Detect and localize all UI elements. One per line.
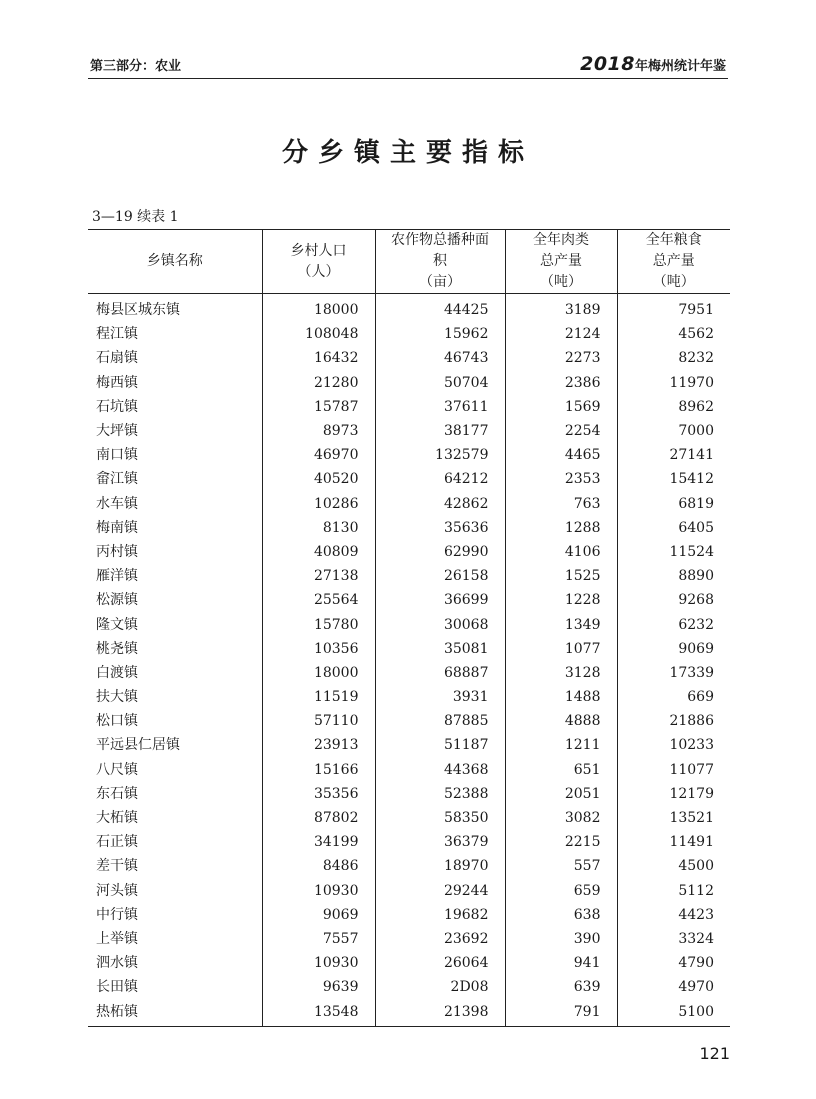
value-cell: 15780 [262, 612, 375, 636]
table-row [88, 830, 730, 854]
table-row [88, 661, 730, 685]
indicators-table [88, 229, 730, 1027]
value-cell: 10356 [262, 637, 375, 661]
value-cell: 2D08 [375, 975, 505, 999]
town-name-cell: 白渡镇 [96, 664, 138, 681]
town-name-cell: 桃尧镇 [96, 640, 138, 657]
value-cell: 36379 [375, 830, 505, 854]
value-cell: 87885 [375, 709, 505, 733]
value-cell: 2273 [505, 346, 617, 370]
value-cell: 15412 [617, 467, 730, 491]
value-cell: 35636 [375, 516, 505, 540]
value-cell: 1349 [505, 612, 617, 636]
town-name-cell: 平远县仁居镇 [96, 737, 180, 754]
value-cell: 651 [505, 758, 617, 782]
value-cell: 8130 [262, 516, 375, 540]
value-cell: 1569 [505, 395, 617, 419]
town-name-cell: 河头镇 [96, 882, 138, 899]
value-cell: 3082 [505, 806, 617, 830]
table-row [88, 758, 730, 782]
value-cell: 1211 [505, 733, 617, 757]
table-row [88, 564, 730, 588]
value-cell: 9639 [262, 975, 375, 999]
value-cell: 557 [505, 854, 617, 878]
yearbook-name: 年梅州统计年鉴 [634, 59, 726, 74]
value-cell: 108048 [262, 322, 375, 346]
value-cell: 1288 [505, 516, 617, 540]
table-number: 3—19 续表 1 [92, 209, 179, 225]
town-name-cell: 程江镇 [96, 326, 138, 343]
town-name-cell: 差干镇 [96, 858, 138, 875]
value-cell: 791 [505, 999, 617, 1026]
value-cell: 3128 [505, 661, 617, 685]
value-cell: 132579 [375, 443, 505, 467]
value-cell: 12179 [617, 782, 730, 806]
table-row [88, 709, 730, 733]
value-cell: 4106 [505, 540, 617, 564]
value-cell: 9268 [617, 588, 730, 612]
town-name-cell: 东石镇 [96, 785, 138, 802]
table-row [88, 395, 730, 419]
value-cell: 87802 [262, 806, 375, 830]
value-cell: 18000 [262, 294, 375, 323]
value-cell: 2353 [505, 467, 617, 491]
table-row [88, 540, 730, 564]
value-cell: 57110 [262, 709, 375, 733]
value-cell: 2124 [505, 322, 617, 346]
value-cell: 8962 [617, 395, 730, 419]
town-name-cell: 泗水镇 [96, 955, 138, 972]
value-cell: 9069 [617, 637, 730, 661]
column-header-line: 农作物总播种面 [391, 232, 489, 248]
value-cell: 10233 [617, 733, 730, 757]
value-cell: 669 [617, 685, 730, 709]
value-cell: 27138 [262, 564, 375, 588]
table-row [88, 879, 730, 903]
table-row [88, 951, 730, 975]
town-name-cell: 梅南镇 [96, 519, 138, 536]
value-cell: 2215 [505, 830, 617, 854]
value-cell: 35081 [375, 637, 505, 661]
town-name-cell: 长田镇 [96, 979, 138, 996]
value-cell: 4500 [617, 854, 730, 878]
value-cell: 2386 [505, 371, 617, 395]
table-row [88, 782, 730, 806]
value-cell: 11519 [262, 685, 375, 709]
value-cell: 50704 [375, 371, 505, 395]
value-cell: 44425 [375, 294, 505, 323]
value-cell: 4465 [505, 443, 617, 467]
town-name-cell: 梅西镇 [96, 374, 138, 391]
column-header-line: 积 [433, 253, 447, 269]
column-header [375, 230, 505, 294]
table-row [88, 516, 730, 540]
table-body [88, 294, 730, 1027]
value-cell: 3324 [617, 927, 730, 951]
column-header [88, 230, 262, 294]
value-cell: 10930 [262, 951, 375, 975]
value-cell: 19682 [375, 903, 505, 927]
value-cell: 4790 [617, 951, 730, 975]
value-cell: 7951 [617, 294, 730, 323]
column-header [617, 230, 730, 294]
value-cell: 27141 [617, 443, 730, 467]
value-cell: 13548 [262, 999, 375, 1026]
value-cell: 21398 [375, 999, 505, 1026]
column-header-line: 总产量 [652, 253, 695, 269]
town-name-cell: 石正镇 [96, 834, 138, 851]
column-header-line: 全年粮食 [645, 232, 702, 248]
town-name-cell: 大坪镇 [96, 423, 138, 440]
value-cell: 29244 [375, 879, 505, 903]
value-cell: 52388 [375, 782, 505, 806]
value-cell: 3189 [505, 294, 617, 323]
column-header-line: 乡镇名称 [146, 253, 203, 269]
page-number: 121 [699, 1044, 730, 1063]
town-name-cell: 南口镇 [96, 447, 138, 464]
table-row [88, 294, 730, 323]
value-cell: 4562 [617, 322, 730, 346]
value-cell: 18970 [375, 854, 505, 878]
value-cell: 18000 [262, 661, 375, 685]
table-row [88, 467, 730, 491]
table-row [88, 588, 730, 612]
value-cell: 6405 [617, 516, 730, 540]
column-header-line: 总产量 [540, 253, 582, 269]
table-header-row [88, 230, 730, 294]
value-cell: 23913 [262, 733, 375, 757]
table-row [88, 419, 730, 443]
town-name-cell: 上举镇 [96, 930, 138, 947]
column-header-line: （亩） [419, 274, 461, 290]
table-row [88, 492, 730, 516]
value-cell: 21280 [262, 371, 375, 395]
town-name-cell: 隆文镇 [96, 616, 138, 633]
value-cell: 23692 [375, 927, 505, 951]
value-cell: 40809 [262, 540, 375, 564]
town-name-cell: 石坑镇 [96, 398, 138, 415]
town-name-cell: 中行镇 [96, 906, 138, 923]
town-name-cell: 大柘镇 [96, 810, 138, 827]
value-cell: 40520 [262, 467, 375, 491]
value-cell: 10286 [262, 492, 375, 516]
value-cell: 5100 [617, 999, 730, 1026]
table-row [88, 371, 730, 395]
value-cell: 4970 [617, 975, 730, 999]
town-name-cell: 热柘镇 [88, 999, 262, 1026]
value-cell: 11970 [617, 371, 730, 395]
value-cell: 62990 [375, 540, 505, 564]
value-cell: 1525 [505, 564, 617, 588]
table-row [88, 443, 730, 467]
value-cell: 36699 [375, 588, 505, 612]
value-cell: 30068 [375, 612, 505, 636]
table-row [88, 733, 730, 757]
column-header [262, 230, 375, 294]
value-cell: 10930 [262, 879, 375, 903]
value-cell: 7557 [262, 927, 375, 951]
town-name-cell: 扶大镇 [96, 689, 138, 706]
table-row [88, 927, 730, 951]
value-cell: 6819 [617, 492, 730, 516]
value-cell: 8890 [617, 564, 730, 588]
table-row [88, 685, 730, 709]
value-cell: 763 [505, 492, 617, 516]
table-row [88, 806, 730, 830]
table-row [88, 322, 730, 346]
town-name-cell: 雁洋镇 [96, 568, 138, 585]
town-name-cell: 梅县区城东镇 [96, 302, 180, 319]
value-cell: 15166 [262, 758, 375, 782]
value-cell: 68887 [375, 661, 505, 685]
value-cell: 11491 [617, 830, 730, 854]
value-cell: 37611 [375, 395, 505, 419]
column-header-line: （吨） [652, 274, 695, 290]
table-row [88, 999, 730, 1026]
column-header-line: 全年肉类 [533, 232, 589, 248]
table-row [88, 975, 730, 999]
value-cell: 58350 [375, 806, 505, 830]
value-cell: 15787 [262, 395, 375, 419]
yearbook-year: 2018 [580, 53, 635, 75]
value-cell: 6232 [617, 612, 730, 636]
column-header-line: （人） [297, 263, 340, 280]
value-cell: 46743 [375, 346, 505, 370]
table-row [88, 903, 730, 927]
value-cell: 1488 [505, 685, 617, 709]
column-header-line: （吨） [540, 274, 582, 290]
value-cell: 38177 [375, 419, 505, 443]
value-cell: 21886 [617, 709, 730, 733]
value-cell: 1077 [505, 637, 617, 661]
value-cell: 8486 [262, 854, 375, 878]
value-cell: 11077 [617, 758, 730, 782]
value-cell: 64212 [375, 467, 505, 491]
table-row [88, 854, 730, 878]
town-name-cell: 水车镇 [96, 495, 138, 512]
value-cell: 639 [505, 975, 617, 999]
value-cell: 46970 [262, 443, 375, 467]
value-cell: 35356 [262, 782, 375, 806]
value-cell: 2254 [505, 419, 617, 443]
value-cell: 4423 [617, 903, 730, 927]
value-cell: 638 [505, 903, 617, 927]
value-cell: 25564 [262, 588, 375, 612]
town-name-cell: 石扇镇 [96, 350, 138, 367]
value-cell: 941 [505, 951, 617, 975]
value-cell: 1228 [505, 588, 617, 612]
value-cell: 15962 [375, 322, 505, 346]
page-title: 分乡镇主要指标 [281, 138, 534, 168]
column-header [505, 230, 617, 294]
value-cell: 659 [505, 879, 617, 903]
town-name-cell: 丙村镇 [96, 543, 138, 560]
value-cell: 26064 [375, 951, 505, 975]
table-row [88, 637, 730, 661]
town-name-cell: 松口镇 [96, 713, 138, 730]
value-cell: 5112 [617, 879, 730, 903]
column-header-line: 乡村人口 [290, 242, 347, 259]
running-header [88, 52, 728, 79]
section-label: 第三部分：农业 [90, 59, 182, 74]
value-cell: 16432 [262, 346, 375, 370]
town-name-cell: 松源镇 [96, 592, 138, 609]
value-cell: 8232 [617, 346, 730, 370]
value-cell: 3931 [375, 685, 505, 709]
value-cell: 7000 [617, 419, 730, 443]
value-cell: 34199 [262, 830, 375, 854]
value-cell: 44368 [375, 758, 505, 782]
town-name-cell: 畲江镇 [96, 471, 138, 488]
value-cell: 51187 [375, 733, 505, 757]
value-cell: 4888 [505, 709, 617, 733]
value-cell: 11524 [617, 540, 730, 564]
value-cell: 390 [505, 927, 617, 951]
town-name-cell: 八尺镇 [96, 761, 138, 778]
value-cell: 26158 [375, 564, 505, 588]
value-cell: 8973 [262, 419, 375, 443]
value-cell: 17339 [617, 661, 730, 685]
table-row [88, 612, 730, 636]
table-row [88, 346, 730, 370]
value-cell: 42862 [375, 492, 505, 516]
value-cell: 2051 [505, 782, 617, 806]
value-cell: 13521 [617, 806, 730, 830]
value-cell: 9069 [262, 903, 375, 927]
yearbook-title [580, 53, 726, 75]
